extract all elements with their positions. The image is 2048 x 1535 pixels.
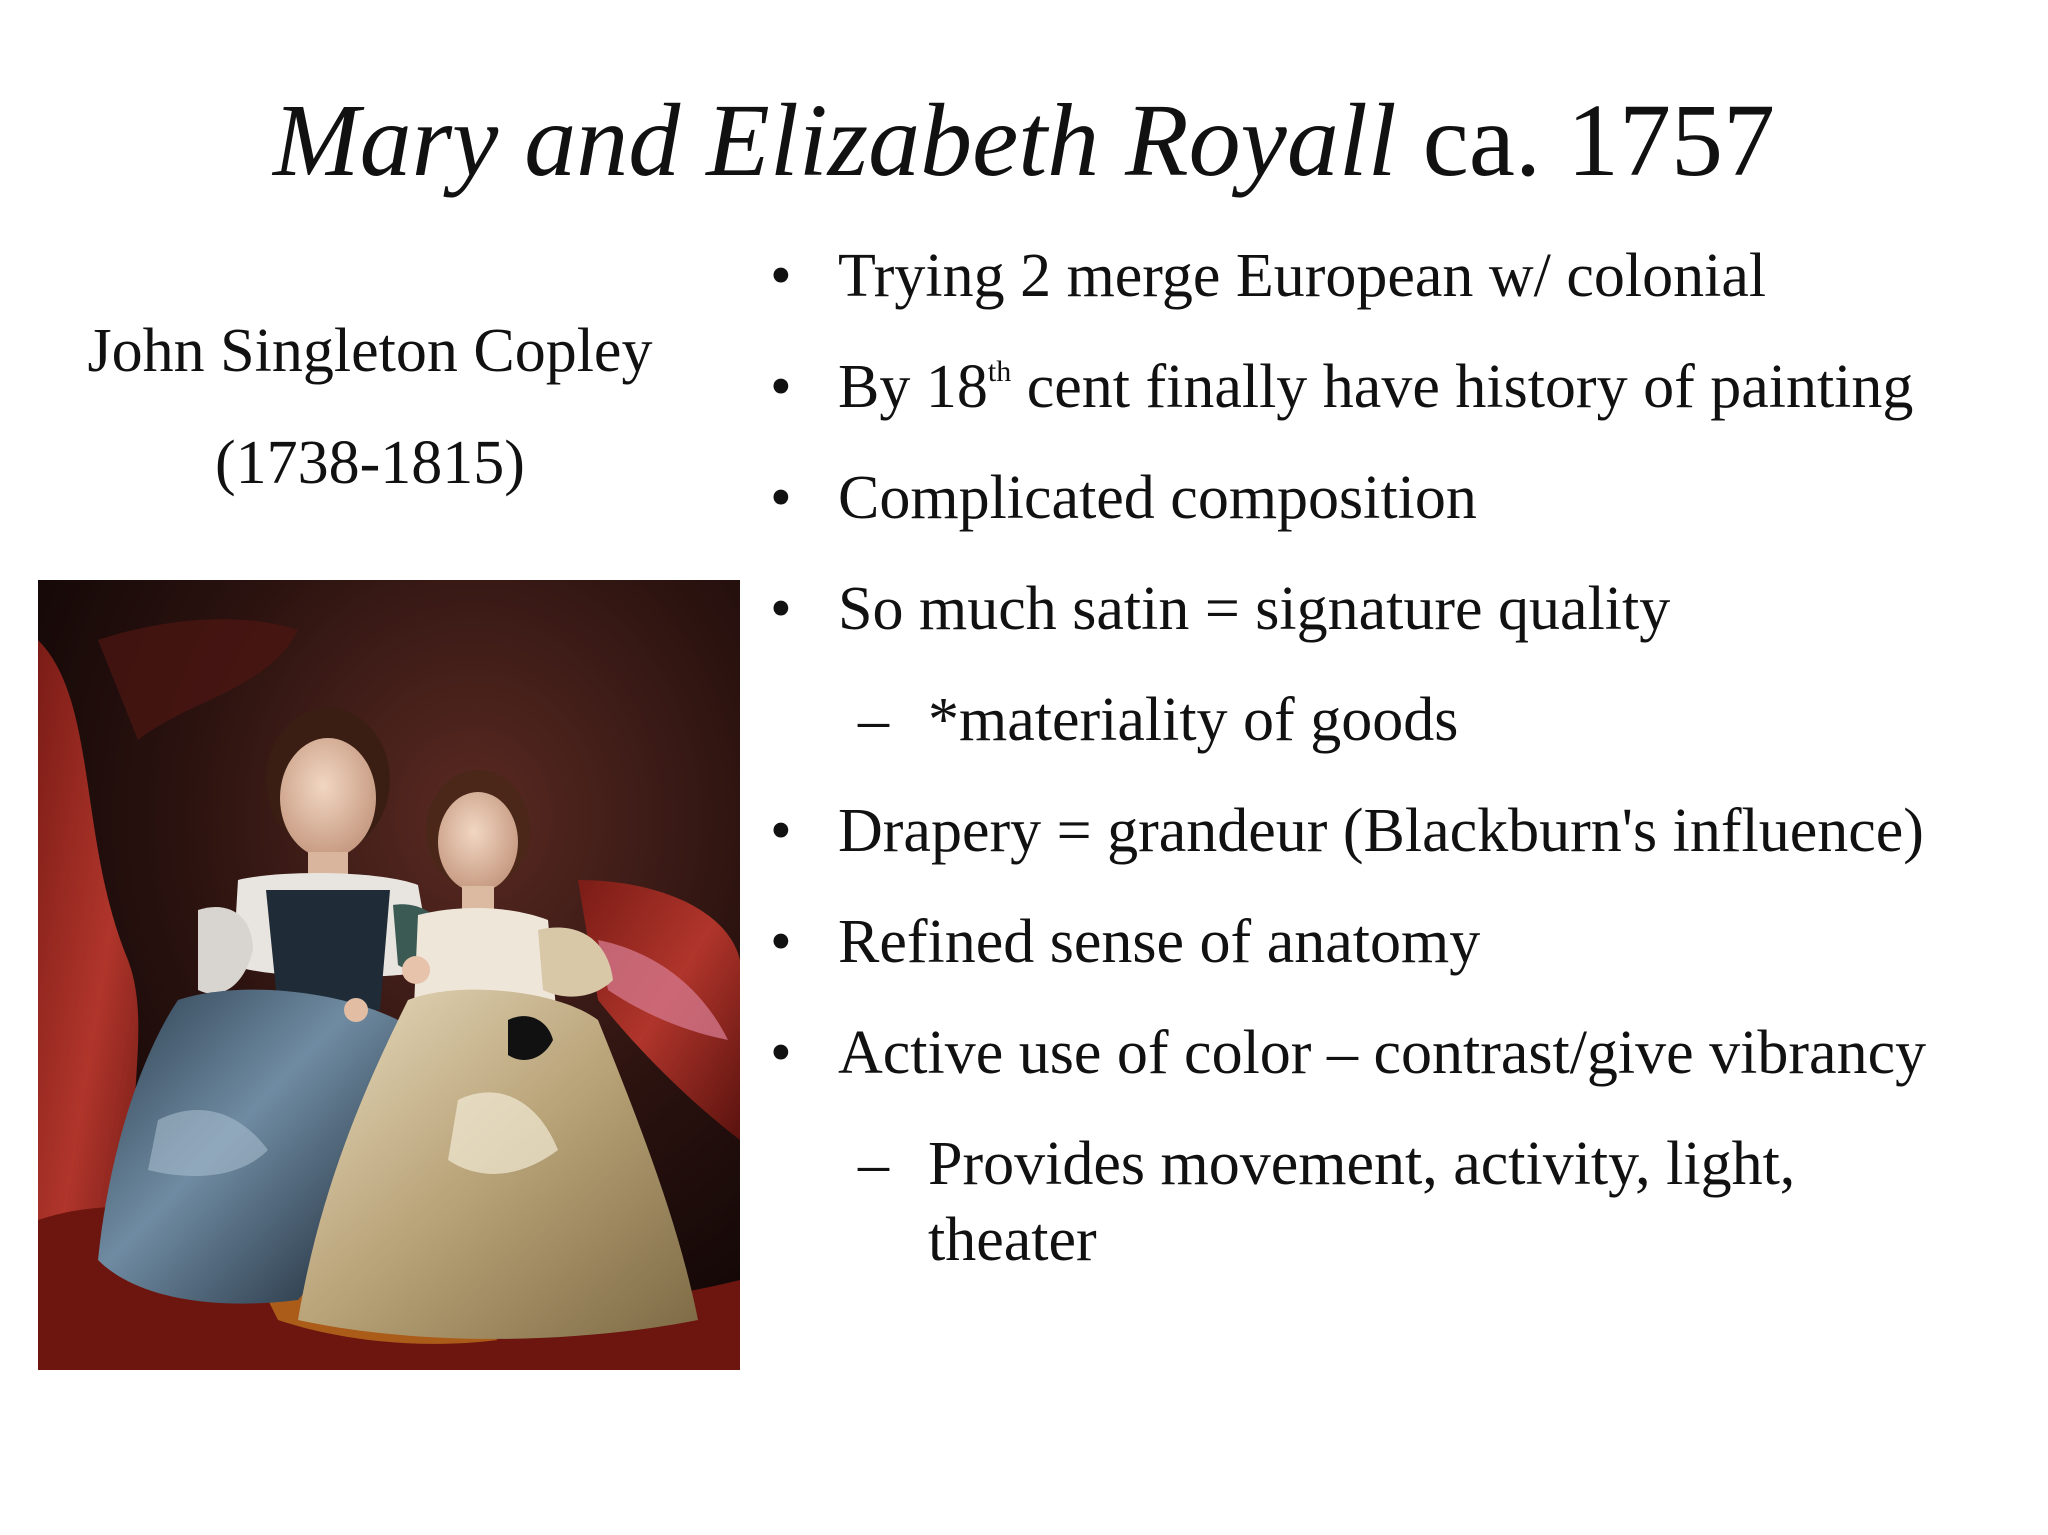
painting-illustration <box>38 580 740 1370</box>
painting-image <box>38 580 740 1370</box>
bullet-item: • So much satin = signature quality <box>770 571 2040 647</box>
bullet-item: • Drapery = grandeur (Blackburn's influence) <box>770 793 2040 869</box>
sub-bullet-item: – *materiality of goods <box>770 682 2040 758</box>
artist-dates: (1738-1815) <box>215 429 525 497</box>
ordinal-suffix: th <box>987 355 1012 388</box>
slide-title <box>0 84 2048 198</box>
bullet-text-part: cent finally have history of painting <box>1011 353 1914 421</box>
title-painting-name: Mary and Elizabeth Royall <box>273 83 1397 198</box>
sub-bullet-item: – Provides movement, activity, light, theater <box>770 1126 1928 1278</box>
bullet-list <box>770 238 2040 1313</box>
bullet-item: • Complicated composition <box>770 460 2040 536</box>
bullet-item: • Active use of color – contrast/give vibrancy <box>770 1015 2040 1091</box>
bullet-item <box>770 349 2040 425</box>
bullet-item: • Trying 2 merge European w/ colonial <box>770 238 2040 314</box>
title-date: ca. 1757 <box>1422 83 1775 198</box>
artist-caption <box>40 295 700 519</box>
bullet-text-part: By 18 <box>838 353 988 421</box>
bullet-item: • Refined sense of anatomy <box>770 904 2040 980</box>
artist-name: John Singleton Copley <box>87 317 653 385</box>
